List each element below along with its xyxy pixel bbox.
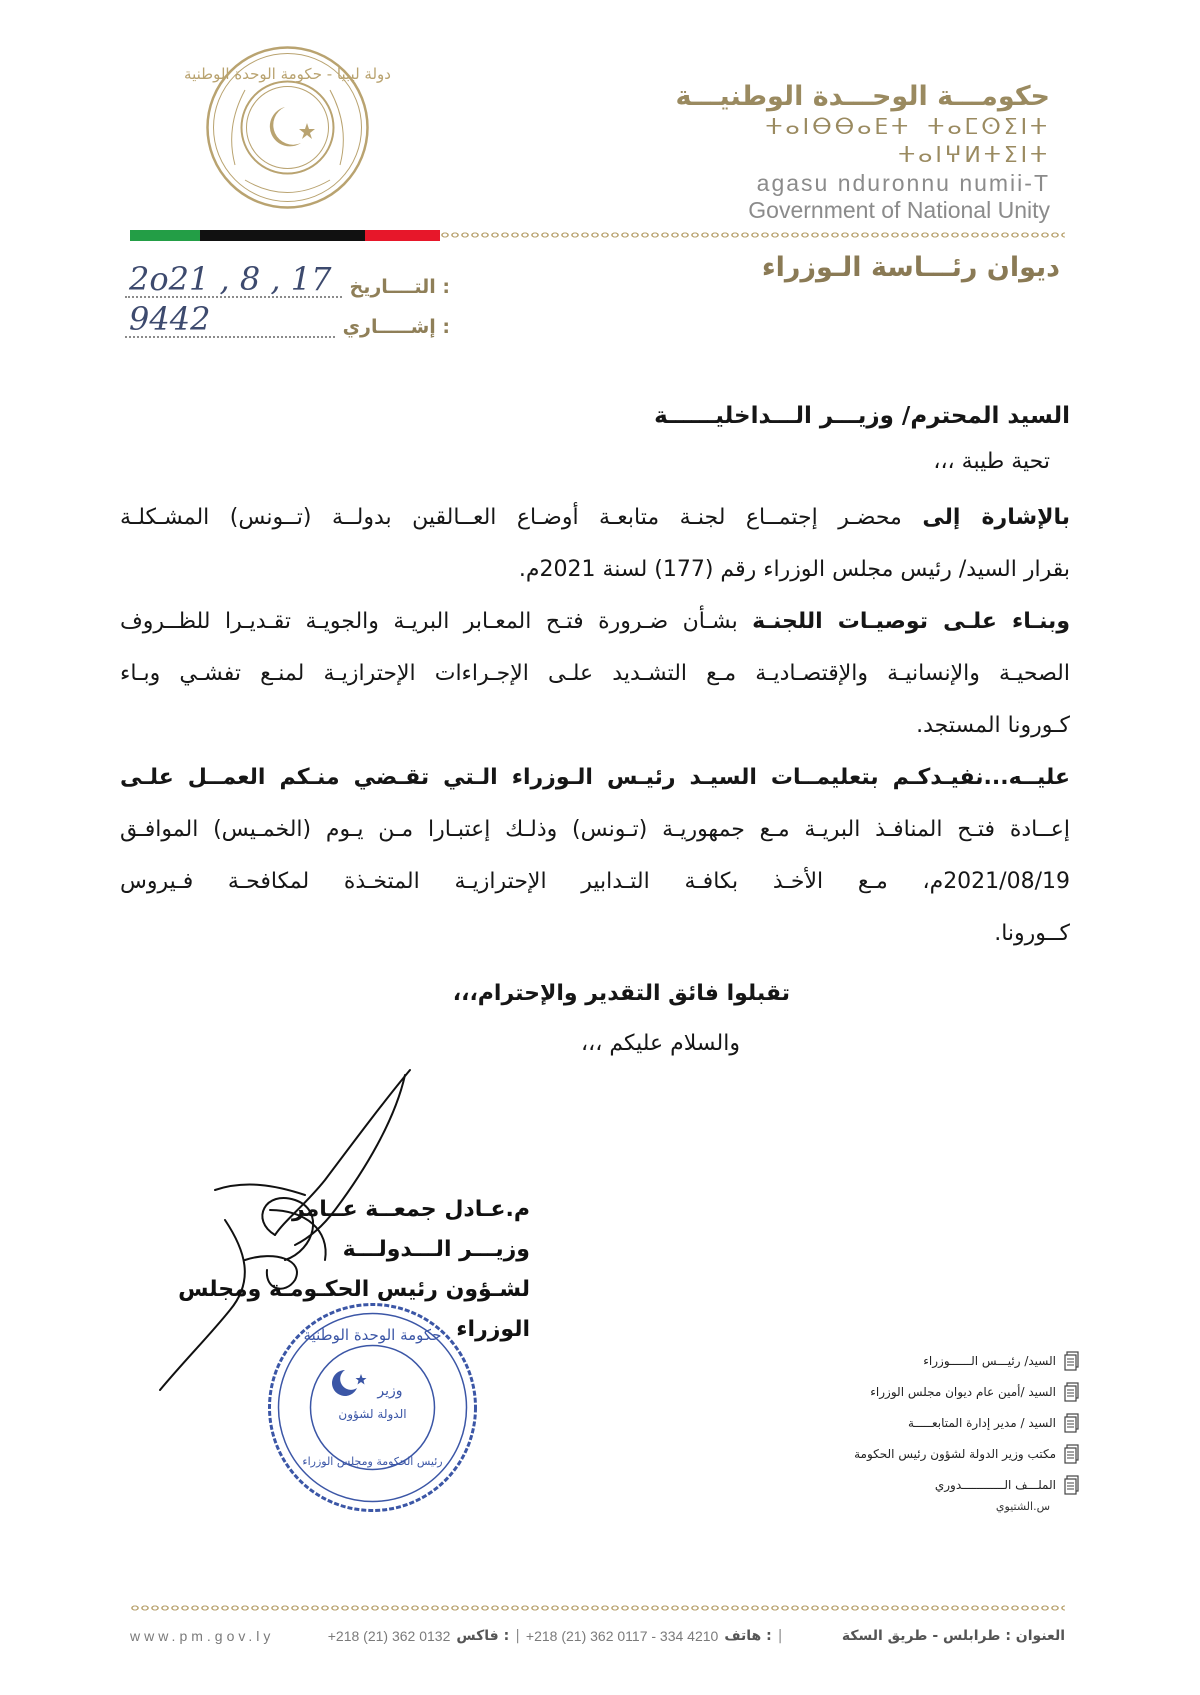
paragraph-3-line-3: 2021/08/19م، مـع الأخـذ بكافـة التـدابير الإحترازيـة المتخـذة لمكافحـة فـيروس [120,869,1070,894]
flag-stripe [130,230,440,241]
svg-text:حكومة الوحدة الوطنية: حكومة الوحدة الوطنية [303,1326,442,1344]
footer-phone-number: +218 (21) 362 0117 - 334 4210 [525,1628,719,1644]
paragraph-3-line-2: إعــادة فتـح المنافـذ البريـة مـع جمهوريـة (تـونس) وذلـك إعتبـارا مـن يـوم (الخمـيس) الموافـق [120,817,1070,842]
paragraph-1-line-1 [120,495,1070,541]
cc-item [790,1407,1080,1438]
footer-separator: | [515,1628,520,1644]
closing-regards: تقبلوا فائق التقدير والإحترام،،، [452,981,790,1006]
cc-item-text: السيد / مدير إدارة المتابعـــــة [907,1415,1056,1430]
document-icon [1064,1382,1080,1402]
letter-body [120,393,1070,1067]
paragraph-3-line-4: كــورونا. [994,921,1070,946]
cc-item-text: السيد/ رئيـــس الــــــوزراء [923,1353,1056,1368]
cc-list [790,1345,1080,1513]
date-row [125,262,450,298]
cc-item-text: مكتب وزير الدولة لشؤون رئيس الحكومة [854,1446,1056,1461]
addressee: السيد المحترم/ وزيـــر الـــداخليــــــة [654,403,1070,429]
government-name-amazigh: agasu nduronnu numii-T [756,170,1050,196]
signatory-title-2: لشـؤون رئيس الحكـومـة ومجلس الوزراء [178,1277,530,1342]
letterhead [630,82,1050,224]
footer-website[interactable]: www.pm.gov.ly [130,1628,275,1644]
typist-initials: س.الشتيوي [995,1500,1050,1513]
reference-row [125,302,450,338]
paragraph-2-line-3: كـورونا المستجد. [916,713,1070,738]
document-icon [1064,1351,1080,1371]
government-name-tifinagh: ⵜⴰⵏⴱⴱⴰⴹⵜ ⵜⴰⵎⵙⵉⵏⵜ ⵜⴰⵏⵖⵍⵜⵉⵏⵜ [765,115,1050,168]
footer-fax-label: فاكس : [456,1628,510,1644]
cc-item [790,1469,1080,1500]
footer [130,1623,1065,1649]
official-stamp [265,1300,480,1515]
emblem-logo [184,45,391,210]
cc-item [790,1438,1080,1469]
footer-phone [328,1628,789,1644]
paragraph-2-line-2: الصحيـة والإنسانيـة والإقتصـاديـة مـع التشـديد علـى الإجـراءات الإحترازيـة لمنـع تفشـي وبـاء [120,661,1070,686]
svg-text:رئيس الحكومة ومجلس الوزراء: رئيس الحكومة ومجلس الوزراء [302,1455,443,1468]
paragraph-1-rest: محضـر إجتمــاع لجنـة متابعـة أوضـاع العــالقين بدولــة (تــونس) المشـكلـة [120,505,923,530]
footer-separator: | [777,1628,783,1644]
document-icon [1064,1444,1080,1464]
paragraph-1-line-2: بقرار السيد/ رئيس مجلس الوزراء رقم (177) لسنة 2021م. [518,557,1070,582]
decorative-divider [440,229,1065,241]
date-label: التــــاريخ : [349,276,450,298]
footer-address: العنوان : طرابلس - طريق السكة [841,1628,1065,1644]
date-value: 2o21 , 8 , 17 [125,262,342,298]
signatory-title-1: وزيـــر الـــدولـــة [342,1237,530,1262]
signatory-name: م.عـادل جمعــة عــامر [291,1197,530,1222]
svg-text:الدولة لشؤون: الدولة لشؤون [338,1407,407,1421]
reference-label: إشـــــاري : [342,316,450,338]
paragraph-2-rest: بشـأن ضـرورة فتـح المعـابر البريـة والجويـة تقـديـرا للظــروف [120,609,753,634]
paragraph-3-line-1: عليــه...نفيـدكـم بتعليمــات السيـد رئيـس الـوزراء الـتي تقـضي منـكم العمــل علـى [120,765,1070,790]
closing-salutation: والسلام عليكم ،،، [581,1031,740,1056]
government-name-english: Government of National Unity [748,197,1050,223]
cc-item [790,1345,1080,1376]
reference-value: 9442 [125,302,335,338]
footer-fax-number: +218 (21) 362 0132 [327,1628,451,1644]
cc-item-text: الملـــف الــــــــــــدوري [934,1477,1056,1492]
svg-text:وزير: وزير [377,1383,403,1399]
office-title: ديوان رئـــاسة الـوزراء [761,252,1060,283]
paragraph-1-lead: بالإشارة إلى [922,505,1071,530]
document-icon [1064,1475,1080,1495]
cc-item-text: السيد /أمين عام ديوان مجلس الوزراء [870,1384,1056,1399]
footer-phone-label: هاتف : [724,1628,772,1644]
document-icon [1064,1413,1080,1433]
greeting: تحية طيبة ،،، [933,449,1050,474]
paragraph-2-line-1 [120,599,1070,645]
paragraph-2-lead: وبنـاء علـى توصيـات اللجنـة [752,609,1070,634]
svg-text:دولة ليبيا - حكومة الوحدة الوط: دولة ليبيا - حكومة الوحدة الوطنية [184,65,391,83]
decorative-divider [130,1602,1065,1614]
government-name-arabic: حكومـــة الوحـــدة الوطنيـــة [675,81,1050,112]
cc-item [790,1376,1080,1407]
